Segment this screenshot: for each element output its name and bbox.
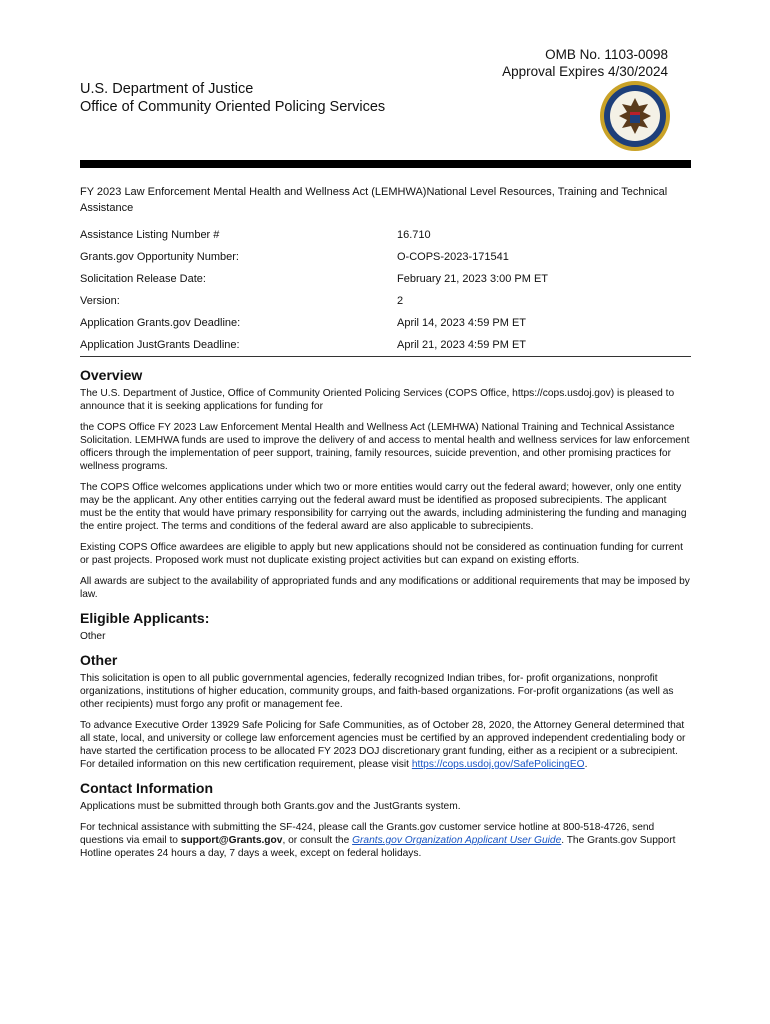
notice-title: FY 2023 Law Enforcement Mental Health and Wellness Act (LEMHWA)National Level Resources, Training and Technical Assistance: [80, 186, 668, 214]
overview-paragraph: All awards are subject to the availability of appropriated funds and any modifications or additional requirements that may be imposed by law.: [80, 576, 690, 600]
info-label: Grants.gov Opportunity Number:: [80, 251, 239, 263]
info-value: 16.710: [397, 229, 431, 241]
overview-paragraph: The U.S. Department of Justice, Office of Community Oriented Policing Services (COPS Office, https://cops.usdoj.gov) is pleased to announce that it is seeking applications for funding for: [80, 388, 675, 412]
doj-seal-icon: [599, 80, 671, 152]
info-rule: [80, 356, 691, 357]
department-name: U.S. Department of Justice: [80, 81, 254, 97]
info-value: April 21, 2023 4:59 PM ET: [397, 339, 527, 351]
info-label: Solicitation Release Date:: [80, 273, 206, 285]
info-label: Application Grants.gov Deadline:: [80, 317, 241, 329]
omb-number: OMB No. 1103-0098: [545, 47, 668, 62]
main-content: [80, 366, 690, 868]
info-value: O-COPS-2023-171541: [397, 251, 509, 263]
omb-block: [502, 46, 668, 80]
info-row: [80, 295, 691, 317]
header-rule: [80, 160, 691, 168]
contact-text: For technical assistance with submitting the SF-424, please call the Grants.gov customer service hotline at 800-518-4726, send questions via email to: [80, 822, 655, 846]
info-row: [80, 251, 691, 273]
info-row: [80, 273, 691, 295]
certification-text: To advance Executive Order 13929 Safe Policing for Safe Communities, as of October 28, 2020, the Attorney General determined that all state, local, and university or college law enforcement agencies must be certified by an approved independent credentialing body or have started the certification process to be allocated FY 2023 DOJ discretionary grant funding, either as a recipient or a subrecipient. For detailed information on this new certification requirement, please visit: [80, 720, 686, 770]
eligible-value: Other: [80, 631, 106, 642]
approval-expires: Approval Expires 4/30/2024: [502, 64, 668, 79]
info-table: [80, 229, 691, 361]
contact-heading: Contact Information: [80, 780, 213, 796]
info-label: Assistance Listing Number #: [80, 229, 220, 241]
contact-text: . The Grants.gov Support Hotline operates 24 hours a day, 7 days a week, except on federal holidays.: [80, 835, 676, 859]
overview-paragraph: The COPS Office welcomes applications under which two or more entities would carry out the federal award; however, only one entity may be the applicant. Any other entities carrying out the federal award must be identified as proposed subrecipients. The applicant must be the entity that would have primary responsibility for carrying out the awards, including administering the funding and managing the entire project. The terms and conditions of the federal award are also applicable to subrecipients.: [80, 482, 687, 532]
info-value: February 21, 2023 3:00 PM ET: [397, 273, 549, 285]
info-value: 2: [397, 295, 404, 307]
info-value: April 14, 2023 4:59 PM ET: [397, 317, 527, 329]
office-name: Office of Community Oriented Policing Services: [80, 99, 386, 115]
info-label: Application JustGrants Deadline:: [80, 339, 240, 351]
applicant-user-guide-link[interactable]: Grants.gov Organization Applicant User Guide: [352, 835, 562, 846]
support-email[interactable]: support@Grants.gov: [180, 835, 283, 846]
other-paragraph-certification: [80, 719, 690, 771]
overview-paragraph: Existing COPS Office awardees are eligible to apply but new applications should not be considered as continuation funding for current or past projects. Proposed work must not duplicate existing project activities but can expand on existing efforts.: [80, 542, 683, 566]
info-label: Version:: [80, 295, 120, 307]
overview-paragraph: the COPS Office FY 2023 Law Enforcement Mental Health and Wellness Act (LEMHWA) National Training and Technical Assistance Solicitation. LEMHWA funds are used to improve the delivery of and access to mental health and wellness services for law enforcement officers through the implementation of peer support, training, family resources, suicide prevention, and other promising practices for wellness programs.: [80, 422, 690, 472]
contact-paragraph-support: [80, 821, 690, 860]
period: .: [584, 759, 588, 770]
info-row: [80, 317, 691, 339]
overview-heading: Overview: [80, 367, 143, 383]
other-paragraph: This solicitation is open to all public governmental agencies, federally recognized Indian tribes, for- profit organizations, nonprofit organizations, institutions of higher education, community groups, and faith-based organizations. For-profit organizations (as well as other recipients) must forgo any profit or management fee.: [80, 673, 674, 710]
eligible-heading: Eligible Applicants:: [80, 610, 210, 626]
contact-text: , or consult the: [282, 835, 353, 846]
info-row: [80, 229, 691, 251]
other-heading: Other: [80, 652, 118, 668]
contact-paragraph: Applications must be submitted through both Grants.gov and the JustGrants system.: [80, 801, 461, 812]
info-row: [80, 339, 691, 361]
safe-policing-link[interactable]: https://cops.usdoj.gov/SafePolicingEO: [411, 759, 585, 770]
agency-block: [80, 80, 385, 116]
